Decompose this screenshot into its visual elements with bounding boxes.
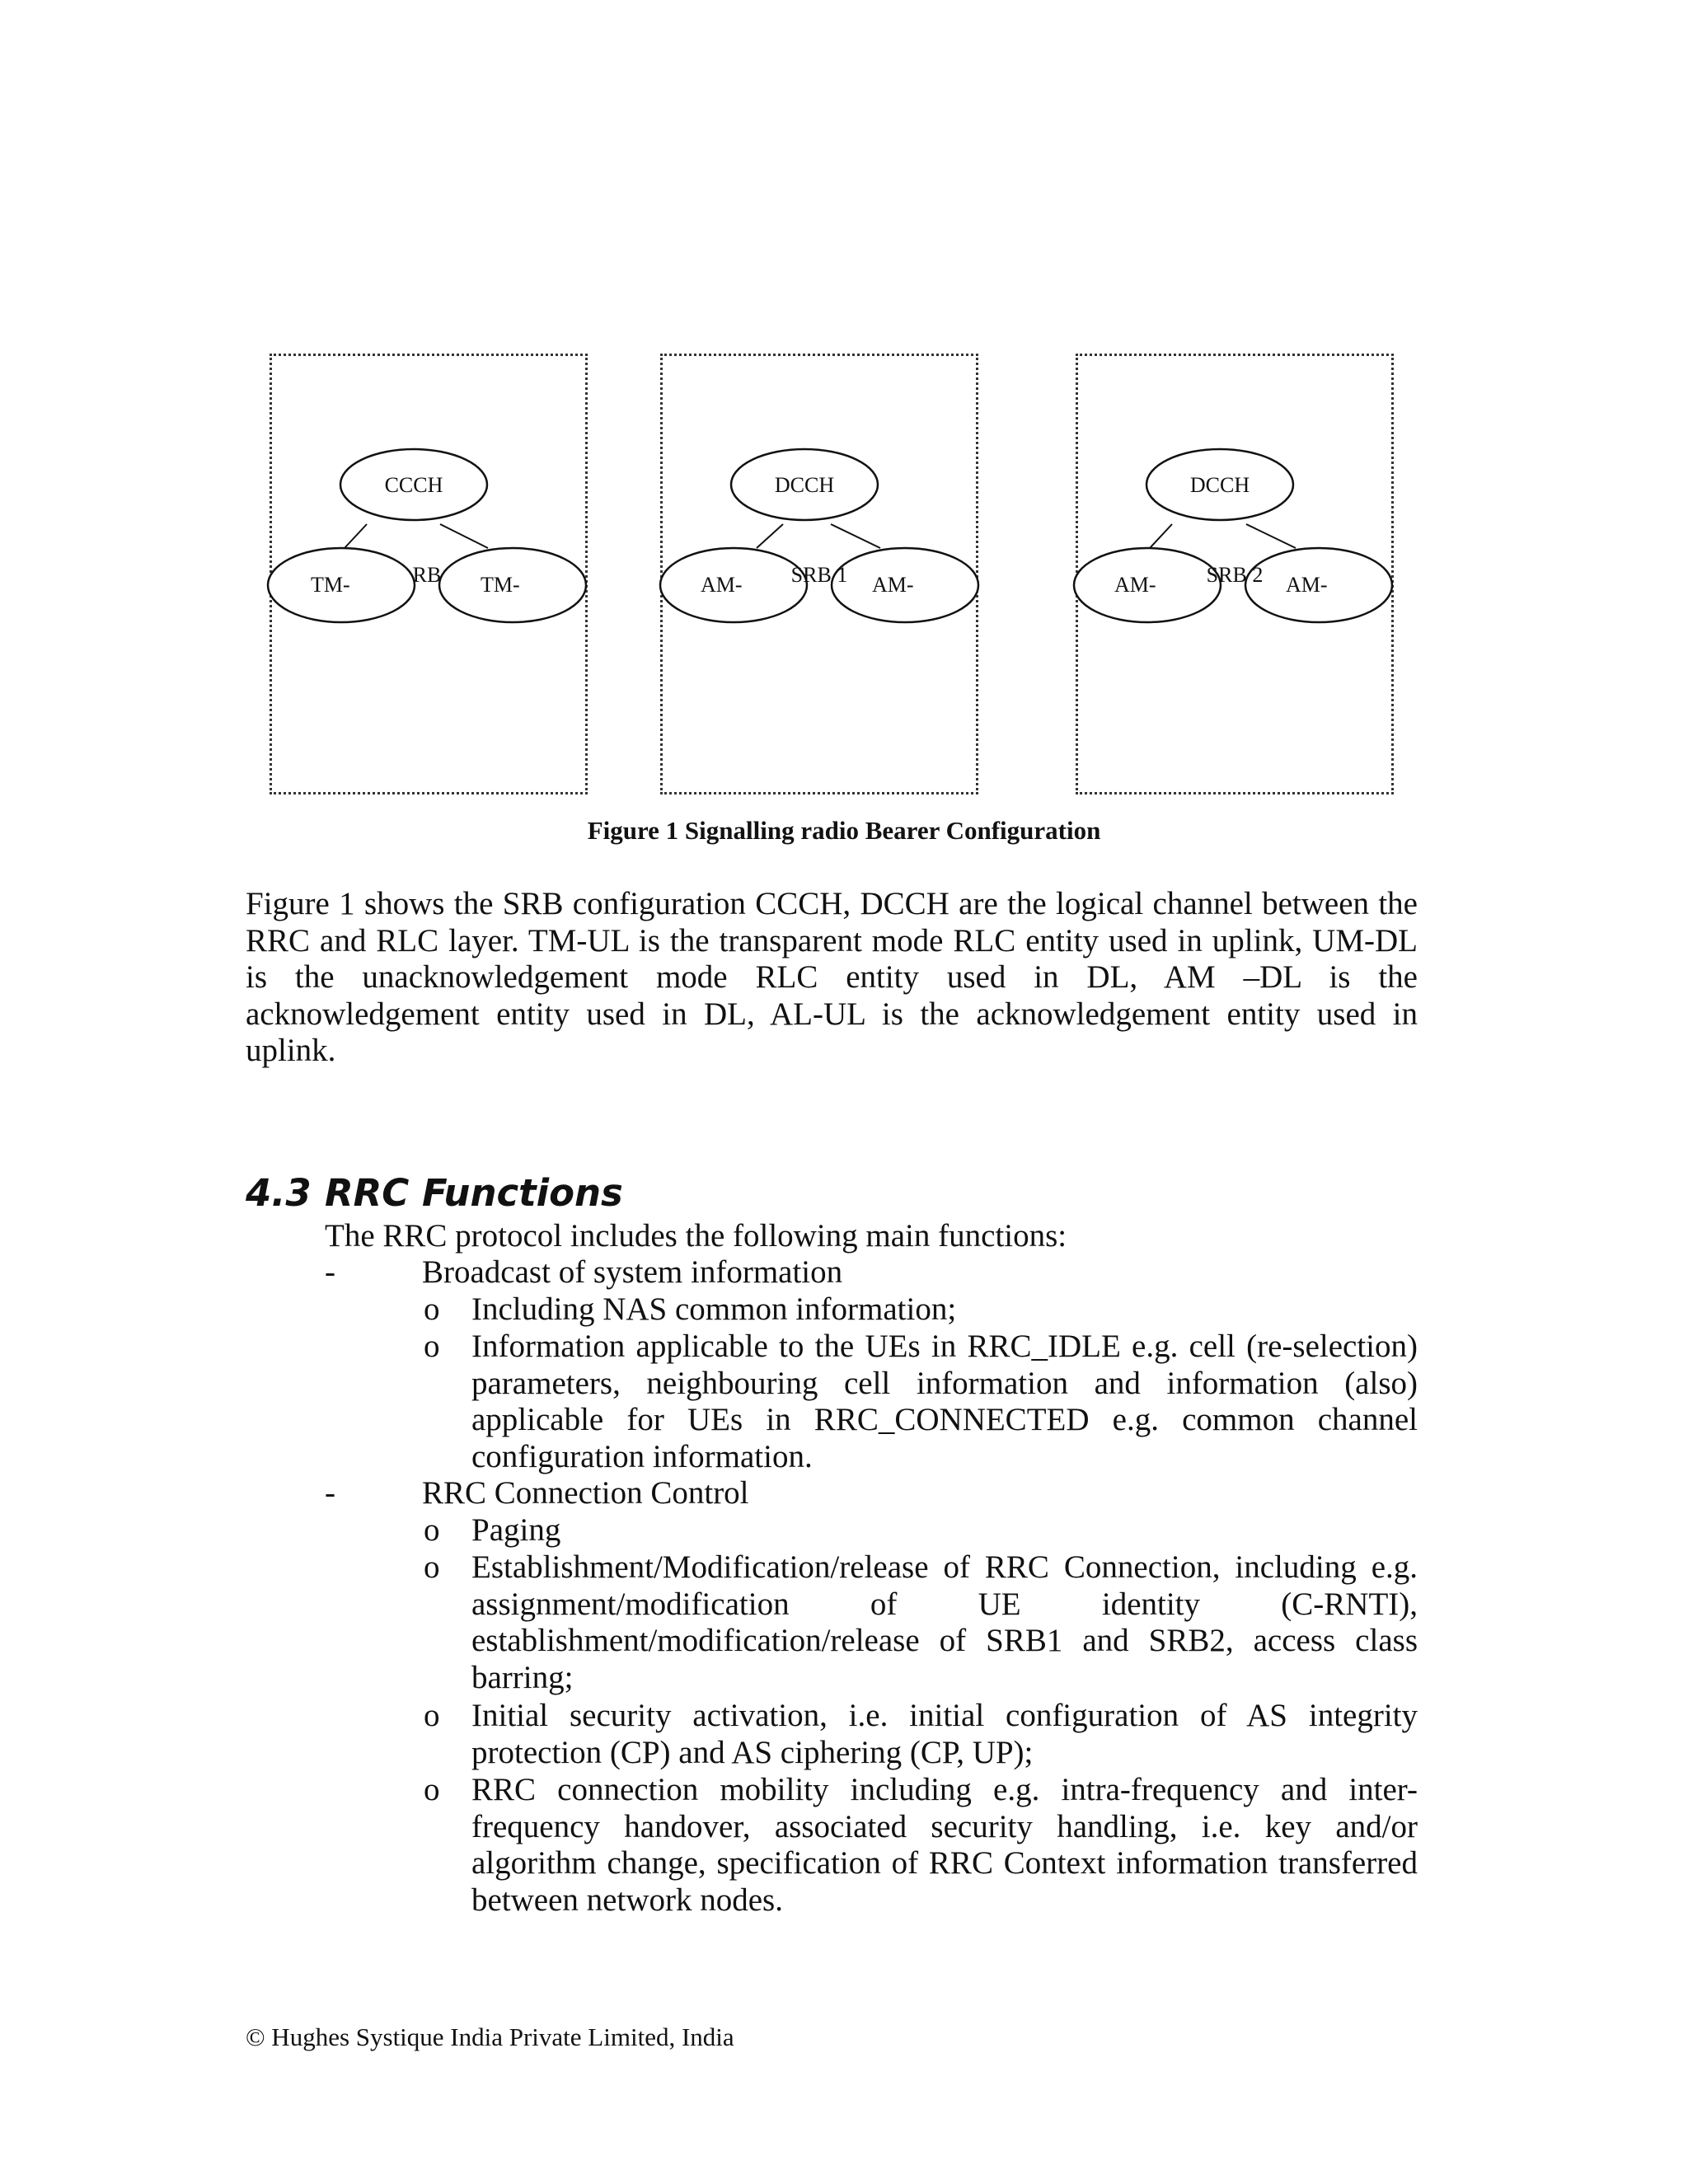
ccch-link-right <box>440 524 488 548</box>
figure-caption: Figure 1 Signalling radio Bearer Configuration <box>587 816 1101 845</box>
srb2-label: SRB 2 <box>1206 563 1264 587</box>
sub-list-marker: o <box>424 1329 440 1364</box>
dcch2-link-left <box>1150 524 1172 548</box>
sub-list-marker: o <box>424 1698 440 1733</box>
list-item: RRC Connection Control <box>422 1475 749 1511</box>
section-heading <box>246 1170 623 1216</box>
sub-list-marker: o <box>424 1772 440 1807</box>
ccch-link-left <box>345 524 367 548</box>
sub-list-marker: o <box>424 1549 440 1585</box>
panel-srb2 <box>1074 449 1392 622</box>
list-dash-marker: - <box>325 1475 335 1511</box>
sub-list-item: Establishment/Modification/release of RRC Connection, including e.g. assignment/modification of UE identity (C-RNTI), establishment/modification/release of SRB1 and SRB2, access class barring; <box>471 1549 1418 1695</box>
section-title: RRC Functions <box>325 1171 623 1215</box>
am-left-label-1: AM- <box>701 573 743 597</box>
rb-label: RB <box>412 563 442 587</box>
am-right-label-2: AM- <box>1286 573 1328 597</box>
sub-list-item: Including NAS common information; <box>471 1291 957 1327</box>
section-number: 4.3 <box>246 1171 312 1215</box>
dcch1-label: DCCH <box>774 473 835 497</box>
am-left-label-2: AM- <box>1114 573 1156 597</box>
sub-list-item: Paging <box>471 1512 561 1548</box>
panel-ccch <box>268 449 586 622</box>
ccch-label: CCCH <box>384 473 443 497</box>
dcch2-label: DCCH <box>1189 473 1250 497</box>
sub-list-item: RRC connection mobility including e.g. intra-frequency and inter-frequency handover, associated security handling, i.e. key and/or algorithm change, specification of RRC Context information transferred between network nodes. <box>471 1772 1418 1918</box>
am-right-label-1: AM- <box>872 573 914 597</box>
list-dash-marker: - <box>325 1254 335 1290</box>
section-intro: The RRC protocol includes the following main functions: <box>325 1218 1067 1254</box>
tm-right-label: TM- <box>481 573 520 597</box>
sub-list-item: Initial security activation, i.e. initial configuration of AS integrity protection (CP) and AS ciphering (CP, UP); <box>471 1698 1418 1770</box>
tm-left-label: TM- <box>311 573 350 597</box>
list-item: Broadcast of system information <box>422 1254 843 1290</box>
dcch1-link-right <box>831 524 880 548</box>
srb1-label: SRB 1 <box>790 563 848 587</box>
sub-list-marker: o <box>424 1291 440 1327</box>
sub-list-marker: o <box>424 1512 440 1548</box>
copyright-footer: © Hughes Systique India Private Limited, India <box>246 2022 734 2051</box>
panel-srb1 <box>660 449 978 622</box>
dcch2-link-right <box>1246 524 1296 548</box>
figure-description-paragraph: Figure 1 shows the SRB configuration CCCH, DCCH are the logical channel between the RRC and RLC layer. TM-UL is the transparent mode RLC entity used in uplink, UM-DL is the unacknowledgement mode RLC entity used in DL, AM –DL is the acknowledgement entity used in DL, AL-UL is the acknowledgement entity used in uplink. <box>246 886 1418 1068</box>
figure-diagram <box>0 0 1688 824</box>
sub-list-item: Information applicable to the UEs in RRC_IDLE e.g. cell (re-selection) parameters, neighbouring cell information and information (also) applicable for UEs in RRC_CONNECTED e.g. common channel configuration information. <box>471 1329 1418 1474</box>
dcch1-link-left <box>757 524 783 548</box>
